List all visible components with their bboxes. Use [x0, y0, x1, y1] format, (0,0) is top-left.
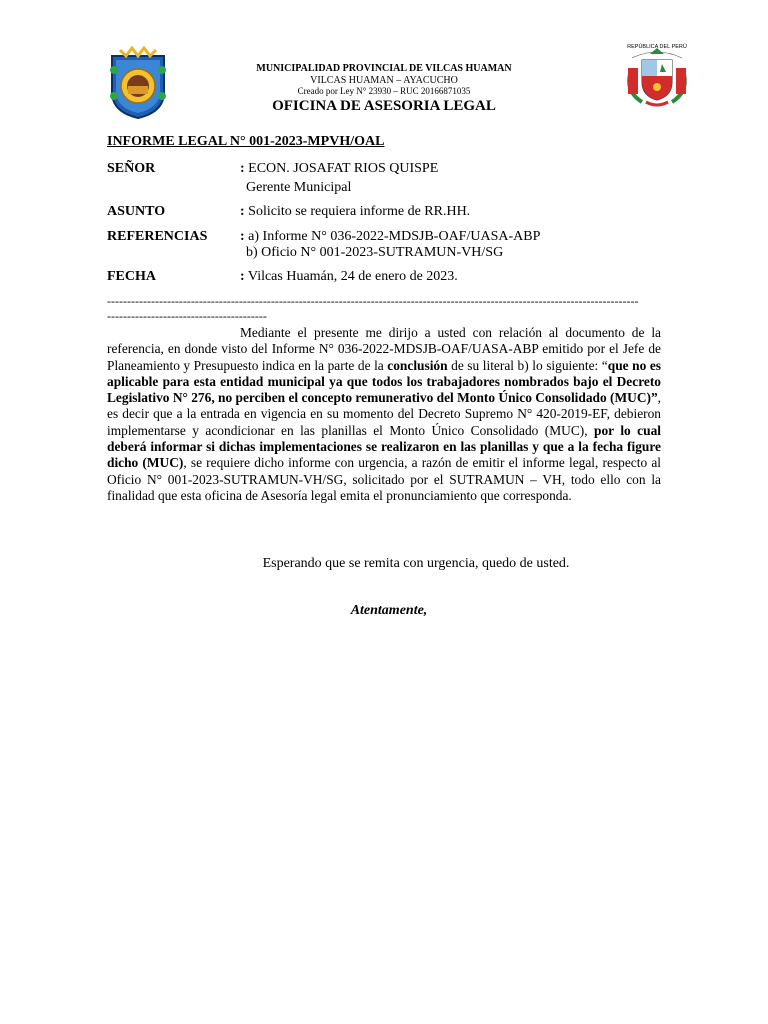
referencias-label: REFERENCIAS — [107, 229, 208, 244]
closing-line: Esperando que se remita con urgencia, quedo de usted. — [262, 556, 570, 571]
header-law-ruc: Creado por Ley N° 23930 – RUC 20166871035 — [297, 86, 471, 96]
report-title: INFORME LEGAL N° 001-2023-MPVH/OAL — [107, 134, 385, 149]
body-text-1: Mediante el presente me dirijo a usted con relación al documento de la referencia, en donde visto del Informe N° 036-2022-MDSJB-OAF/UASA-ABP emitido por el Jefe de Planeamiento y Presupuesto indica en la parte de la — [107, 325, 661, 373]
recipient-role: Gerente Municipal — [246, 180, 352, 195]
colon: : — [240, 161, 245, 176]
subject-text: Solicito se requiera informe de RR.HH. — [248, 204, 471, 219]
body-bold-2: que no es aplicable para esta entidad municipal ya que todos los trabajadores nombrados bajo el Decreto Legislativo N° 276, no perciben el concepto remunerativo del Monto Único Consolidado (MUC)” — [107, 357, 661, 406]
reference-a: a) Informe N° 036-2022-MDSJB-OAF/UASA-ABP — [248, 229, 541, 244]
fecha-label: FECHA — [107, 269, 156, 284]
date-text: Vilcas Huamán, 24 de enero de 2023. — [247, 269, 458, 284]
body-bold-1: conclusión — [387, 357, 448, 373]
reference-b: b) Oficio N° 001-2023-SUTRAMUN-VH/SG — [246, 245, 504, 260]
colon: : — [240, 204, 245, 219]
body-text-4: , se requiere dicho informe con urgencia, a razón de emitir el informe legal, respecto al Oficio N° 001-2023-SUTRAMUN-VH/SG, solicitado por el SUTRAMUN – VH, todo ello con la finalidad que esta oficina de Asesoría legal emita el pronunciamiento que corresponda. — [107, 455, 661, 503]
body-text-3: , es decir que a la entrada en vigencia en su momento del Decreto Supremo N° 420-2019-EF, debieron implementarse y acondicionar en las planillas el Monto Único Consolidado (MUC), — [107, 390, 661, 438]
signoff: Atentamente, — [350, 603, 428, 618]
separator-line-short: ---------------------------------------- — [107, 309, 267, 323]
header-location: VILCAS HUAMAN – AYACUCHO — [310, 75, 458, 86]
senor-value — [240, 161, 438, 177]
asunto-value — [240, 204, 470, 220]
header-office: OFICINA DE ASESORIA LEGAL — [272, 98, 496, 114]
separator-line: ------------------------------------------------------------------------------------------------------------------------------------- — [107, 294, 639, 308]
body-text-2: de su literal b) lo siguiente: “ — [447, 357, 608, 373]
senor-label: SEÑOR — [107, 161, 156, 176]
seal-caption: REPÚBLICA DEL PERÚ — [627, 44, 687, 50]
header-municipality: MUNICIPALIDAD PROVINCIAL DE VILCAS HUAMAN — [256, 63, 512, 74]
colon: : — [240, 269, 245, 284]
body-paragraph — [107, 325, 661, 504]
recipient-name: ECON. JOSAFAT RIOS QUISPE — [248, 161, 439, 176]
asunto-label: ASUNTO — [107, 204, 166, 219]
referencias-value — [240, 229, 540, 245]
colon: : — [240, 229, 245, 244]
fecha-value — [240, 269, 458, 285]
body-bold-3: por lo cual deberá informar si dichas implementaciones se realizaron en las planillas y que a la fecha figure dicho (MUC) — [107, 422, 661, 471]
